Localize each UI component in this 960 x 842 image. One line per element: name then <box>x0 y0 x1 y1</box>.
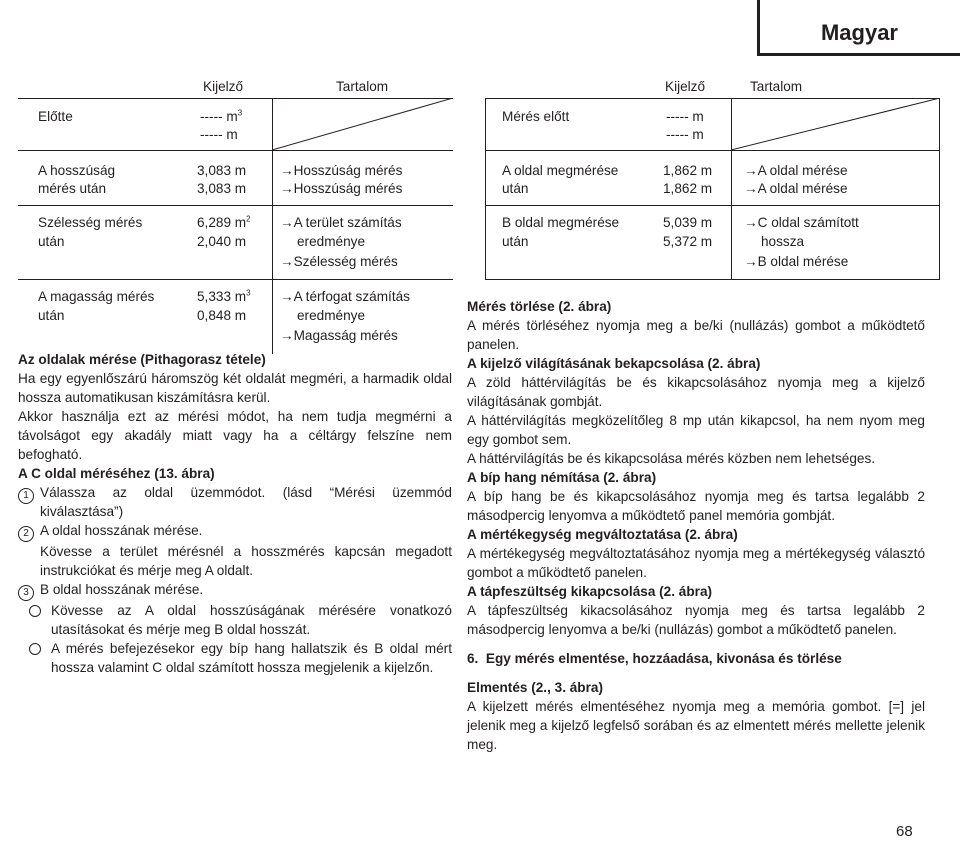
step-text: Válassza az oldal üzemmódot. (lásd “Mérési üzemmód kiválasztása”) <box>40 485 452 519</box>
right-row-content: →A oldal mérése <box>744 163 848 178</box>
section-heading: A mértékegység megváltoztatása (2. ábra) <box>467 527 738 542</box>
page-number: 68 <box>896 823 913 840</box>
bullet-item <box>29 639 452 677</box>
left-row-label: Előtte <box>38 109 73 124</box>
paragraph: A kijelzett mérés elmentéséhez nyomja meg a memória gombot. [=] jel jelenik meg a kijelző legfelső sorában és az elmentett mérés mellette jelenik meg. <box>467 699 925 752</box>
right-row-display: 5,372 m <box>663 234 713 249</box>
left-row-display: 3,083 m <box>197 163 247 178</box>
paragraph: Akkor használja ezt az mérési módot, ha nem tudja megmérni a távolságot egy akadály miatt vagy ha a céltárgy felszíne nem befogható. <box>18 409 452 462</box>
right-row-content: →C oldal számított <box>744 215 859 230</box>
left-row-content: →Szélesség mérés <box>280 254 398 269</box>
paragraph: A mértékegység megváltoztatásához nyomja meg a mértékegység választó gombot a működtető panelen. <box>467 546 925 580</box>
left-row-display: 6,289 $m^2$ <box>197 214 251 230</box>
right-row-display: 5,039 m <box>663 215 713 230</box>
left-row-label: A magasság mérés <box>38 289 155 304</box>
left-row-content: →A terület számítás <box>280 215 402 230</box>
right-table-header-display: Kijelző <box>665 79 706 94</box>
right-row-label: Mérés előtt <box>502 109 570 124</box>
section-heading: A bíp hang némítása (2. ábra) <box>467 470 657 485</box>
section-heading: Elmentés (2., 3. ábra) <box>467 680 603 695</box>
bullet-item <box>29 601 452 639</box>
left-row-content: →A térfogat számítás <box>280 289 410 304</box>
left-row-content: →Hosszúság mérés <box>280 181 403 196</box>
paragraph: Ha egy egyenlőszárú háromszög két oldalát megméri, a harmadik oldal hossza automatikusan kiszámításra kerül. <box>18 371 452 405</box>
right-column-text <box>467 297 925 754</box>
left-row-label: után <box>38 234 65 249</box>
section-heading: A tápfeszültség kikapcsolása (2. ábra) <box>467 584 713 599</box>
left-row-display: 5,333 $m^3$ <box>197 288 251 304</box>
step-3 <box>18 580 452 601</box>
right-row-display: 1,862 m <box>663 163 713 178</box>
left-row-display: ----- $m^3$ <box>200 108 243 124</box>
left-row-content: eredménye <box>297 308 366 323</box>
left-table-row-rule <box>18 279 453 280</box>
bullet-text: Kövesse az A oldal hosszúságának mérésére vonatkozó utasításokat és mérje meg B oldal hosszát. <box>51 603 452 637</box>
right-table-row-rule <box>485 150 940 151</box>
left-row-label: A hosszúság <box>38 163 116 178</box>
step-subtext: Kövesse a terület mérésnél a hosszmérés kapcsán megadott instrukciókat és mérje meg A oldalt. <box>40 544 452 578</box>
right-table-left-border <box>485 98 486 280</box>
left-column-text <box>18 350 452 677</box>
language-label: Magyar <box>820 20 898 45</box>
paragraph: A zöld háttérvilágítás be és kikapcsolásához nyomja meg a kijelző világításának gombját. <box>467 375 925 409</box>
bullet-text: A mérés befejezésekor egy bíp hang hallatszik és B oldal mért hossza valamint C oldal számított hossza megjelenik a kijelzőn. <box>51 641 452 675</box>
right-row-display: ----- m <box>666 109 704 124</box>
step-number: 3 <box>18 585 34 601</box>
left-row-content: eredménye <box>297 234 366 249</box>
right-table-empty-diagonal <box>731 98 940 150</box>
paragraph: A mérés törléséhez nyomja meg a be/ki (nullázás) gombot a működtető panelen. <box>467 318 925 352</box>
section-heading: A kijelző világításának bekapcsolása (2. ábra) <box>467 356 761 371</box>
right-row-label: B oldal megmérése <box>502 215 620 230</box>
chapter-heading: 6. Egy mérés elmentése, hozzáadása, kivonása és törlése <box>467 651 842 666</box>
right-row-label: A oldal megmérése <box>502 163 619 178</box>
right-table-header-content: Tartalom <box>750 79 803 94</box>
left-table-header-display: Kijelző <box>203 79 244 94</box>
left-table-row-rule <box>18 150 453 151</box>
step-number: 1 <box>18 488 34 504</box>
right-row-label: után <box>502 181 529 196</box>
left-row-label: Szélesség mérés <box>38 215 143 230</box>
bullet-circle-icon <box>29 643 41 655</box>
paragraph: A háttérvilágítás be és kikapcsolása mérés közben nem lehetséges. <box>467 451 876 466</box>
right-row-display: 1,862 m <box>663 181 713 196</box>
right-row-content: hossza <box>761 234 805 249</box>
left-table-empty-diagonal <box>272 98 453 150</box>
paragraph: A tápfeszültség kikacsolásához nyomja meg és tartsa legalább 2 másodpercig lenyomva a be/ki (nullázás) gombot a működtető panelen. <box>467 603 925 637</box>
right-row-display: ----- m <box>666 127 704 142</box>
bullet-circle-icon <box>29 605 41 617</box>
left-row-label: után <box>38 308 65 323</box>
left-row-content: →Magasság mérés <box>280 328 398 343</box>
right-table-bottom-rule <box>485 279 940 280</box>
step-2 <box>18 521 452 542</box>
section-heading: Mérés törlése (2. ábra) <box>467 299 612 314</box>
left-row-display: 2,040 m <box>197 234 247 249</box>
left-row-content: →Hosszúság mérés <box>280 163 403 178</box>
left-row-display: 3,083 m <box>197 181 247 196</box>
paragraph: A bíp hang be és kikapcsolásához nyomja meg és tartsa legalább 2 másodpercig lenyomva a működtető panel memória gombját. <box>467 489 925 523</box>
left-table-header-content: Tartalom <box>336 79 389 94</box>
section-heading: A C oldal méréséhez (13. ábra) <box>18 466 215 481</box>
left-row-display: 0,848 m <box>197 308 247 323</box>
section-heading: Az oldalak mérése (Pithagorasz tétele) <box>18 352 266 367</box>
step-number: 2 <box>18 526 34 542</box>
step-text: A oldal hosszának mérése. <box>40 523 203 538</box>
right-row-content: →A oldal mérése <box>744 181 848 196</box>
right-table-row-rule <box>485 205 940 206</box>
left-row-display: ----- m <box>200 127 238 142</box>
left-table-row-rule <box>18 205 453 206</box>
header-tab-horizontal-rule <box>757 53 960 56</box>
header-tab-vertical-rule <box>757 0 760 56</box>
right-row-label: után <box>502 234 529 249</box>
left-row-label: mérés után <box>38 181 107 196</box>
right-row-content: →B oldal mérése <box>744 254 849 269</box>
step-1 <box>18 483 452 521</box>
paragraph: A háttérvilágítás megközelítőleg 8 mp után kikapcsol, ha nem nyom meg egy gombot sem. <box>467 413 925 447</box>
step-text: B oldal hosszának mérése. <box>40 582 204 597</box>
